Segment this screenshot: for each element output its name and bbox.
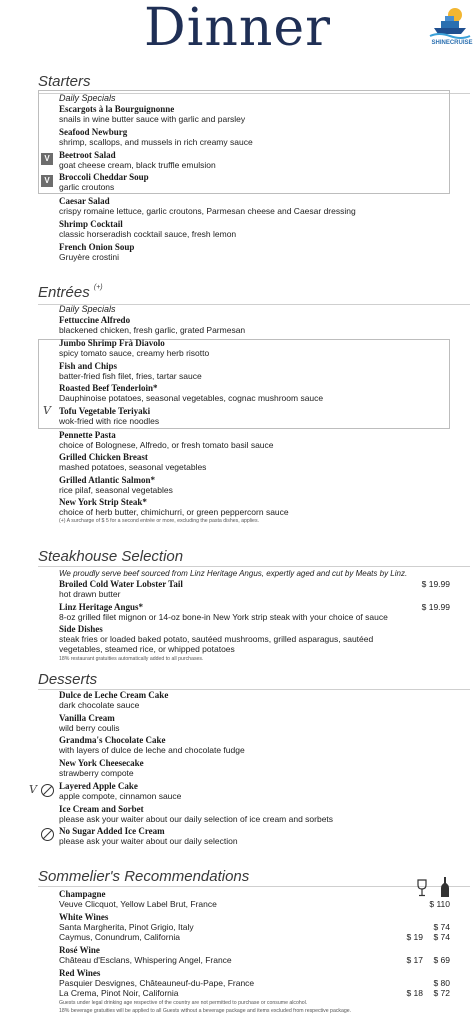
bottle-price: $ 72 [433, 988, 450, 998]
list-item [59, 361, 419, 381]
item-name: Seafood Newburg [59, 127, 128, 137]
item-name: Grilled Atlantic Salmon* [59, 475, 156, 485]
item-name: Champagne [59, 889, 106, 899]
item-desc: mashed potatoes, seasonal vegetables [59, 462, 207, 472]
list-item [59, 781, 419, 801]
list-item [59, 690, 419, 710]
list-item [59, 196, 419, 216]
list-item [59, 127, 419, 147]
item-desc: goat cheese cream, black truffle emulsion [59, 160, 216, 170]
list-item [59, 104, 419, 124]
page-title: Dinner [144, 0, 331, 58]
starters-heading: Starters [38, 73, 91, 90]
list-item [59, 150, 419, 170]
item-name: White Wines [59, 912, 109, 922]
surcharge-mark: (+) [93, 284, 103, 291]
item-desc: please ask your waiter about our daily selection [59, 836, 238, 846]
entrees-heading [38, 284, 103, 301]
wine-line: Veuve Clicquot, Yellow Label Brut, France [59, 899, 217, 909]
item-desc: choice of herb butter, chimichurri, or green peppercorn sauce [59, 507, 289, 517]
item-name: Linz Heritage Angus* [59, 602, 144, 612]
vegetarian-badge-icon: V [41, 175, 53, 187]
item-name: Pennette Pasta [59, 430, 116, 440]
item-name: No Sugar Added Ice Cream [59, 826, 165, 836]
list-item [59, 430, 419, 450]
logo-text: SHINECRUISE [431, 40, 473, 46]
item-name: Vanilla Cream [59, 713, 115, 723]
item-name: Caesar Salad [59, 196, 110, 206]
list-item [59, 602, 419, 622]
item-name: Beetroot Salad [59, 150, 116, 160]
item-name: Broiled Cold Water Lobster Tail [59, 579, 183, 589]
list-item [59, 968, 459, 998]
wine-line: Caymus, Conundrum, California [59, 932, 180, 942]
bottle-price: $ 110 [429, 899, 450, 909]
item-desc: Dauphinoise potatoes, seasonal vegetables, cognac mushroom sauce [59, 393, 324, 403]
list-item [59, 758, 419, 778]
item-desc: apple compote, cinnamon sauce [59, 791, 182, 801]
item-name: Dulce de Leche Cream Cake [59, 690, 169, 700]
bottle-price: $ 80 [433, 978, 450, 988]
item-desc: strawberry compote [59, 768, 134, 778]
sommelier-divider [38, 886, 470, 887]
gratuity-note: 18% restaurant gratuities automatically added to all purchases. [59, 656, 204, 662]
item-name: Rosé Wine [59, 945, 100, 955]
list-item [59, 804, 419, 824]
item-desc: batter-fried fish filet, fries, tartar sauce [59, 371, 202, 381]
desserts-heading: Desserts [38, 671, 98, 688]
list-item [59, 497, 419, 517]
glass-price: $ 19 [406, 932, 423, 942]
list-item [59, 475, 419, 495]
item-desc: please ask your waiter about our daily selection of ice cream and sorbets [59, 814, 334, 824]
item-name: Tofu Vegetable Teriyaki [59, 406, 151, 416]
item-name: Fish and Chips [59, 361, 118, 371]
entrees-daily-label: Daily Specials [59, 304, 116, 314]
list-item [59, 889, 459, 909]
item-desc: wild berry coulis [59, 723, 120, 733]
steakhouse-heading: Steakhouse Selection [38, 548, 184, 565]
wine-line: Château d'Esclans, Whispering Angel, France [59, 955, 232, 965]
entrees-heading-text: Entrées [38, 284, 90, 301]
gratuity-note: 18% beverage gratuities will be applied to all Guests without a beverage package and items excluded from respective package. [59, 1008, 352, 1014]
item-desc: classic horseradish cocktail sauce, fresh lemon [59, 229, 237, 239]
list-item [59, 713, 419, 733]
sommelier-heading: Sommelier's Recommendations [38, 868, 250, 885]
bottle-price: $ 74 [433, 932, 450, 942]
item-desc: spicy tomato sauce, creamy herb risotto [59, 348, 210, 358]
starters-daily-label: Daily Specials [59, 93, 116, 103]
ship-icon [428, 6, 472, 40]
item-desc: choice of Bolognese, Alfredo, or fresh tomato basil sauce [59, 440, 274, 450]
list-item [59, 624, 419, 654]
item-name: Layered Apple Cake [59, 781, 138, 791]
item-desc: shrimp, scallops, and mussels in rich creamy sauce [59, 137, 253, 147]
item-desc: snails in wine butter sauce with garlic and parsley [59, 114, 246, 124]
item-price: $ 19.99 [421, 602, 450, 612]
vegan-icon: V [29, 783, 37, 796]
list-item [59, 315, 419, 335]
item-name: Broccoli Cheddar Soup [59, 172, 149, 182]
item-price: $ 19.99 [421, 579, 450, 589]
bottle-price: $ 69 [433, 955, 450, 965]
item-name: Jumbo Shrimp Frà Diavolo [59, 338, 165, 348]
item-name: Fettuccine Alfredo [59, 315, 131, 325]
list-item [59, 172, 419, 192]
no-sugar-icon [41, 828, 54, 841]
vegetarian-badge-icon: V [41, 153, 53, 165]
glass-price: $ 17 [406, 955, 423, 965]
steakhouse-divider [38, 566, 470, 567]
item-desc: Gruyère crostini [59, 252, 119, 262]
item-desc: steak fries or loaded baked potato, sautéed mushrooms, grilled asparagus, sautéed vegetables, steamed rice, or whipped potatoes [59, 634, 374, 654]
vegan-icon: V [43, 404, 51, 417]
bottle-price: $ 74 [433, 922, 450, 932]
list-item [59, 945, 459, 965]
list-item [59, 735, 419, 755]
legal-note: Guests under legal drinking age respective of the country are not permitted to purchase or consume alcohol. [59, 1000, 308, 1006]
item-name: Escargots à la Bourguignonne [59, 104, 175, 114]
item-name: Ice Cream and Sorbet [59, 804, 144, 814]
surcharge-note: (+) A surcharge of $ 5 for a second entrée or more, excluding the pasta dishes, applies. [59, 518, 259, 524]
item-name: Roasted Beef Tenderloin* [59, 383, 158, 393]
item-desc: crispy romaine lettuce, garlic croutons, Parmesan cheese and Caesar dressing [59, 206, 356, 216]
list-item [59, 406, 419, 426]
item-name: Red Wines [59, 968, 101, 978]
item-name: Grilled Chicken Breast [59, 452, 148, 462]
list-item [59, 826, 419, 846]
item-desc: hot drawn butter [59, 589, 121, 599]
wine-line: La Crema, Pinot Noir, California [59, 988, 179, 998]
item-desc: dark chocolate sauce [59, 700, 140, 710]
item-name: New York Cheesecake [59, 758, 144, 768]
list-item [59, 383, 419, 403]
item-name: French Onion Soup [59, 242, 135, 252]
item-name: Shrimp Cocktail [59, 219, 123, 229]
item-desc: blackened chicken, fresh garlic, grated Parmesan [59, 325, 246, 335]
no-sugar-icon [41, 784, 54, 797]
list-item [59, 912, 459, 942]
item-desc: rice pilaf, seasonal vegetables [59, 485, 173, 495]
item-desc: 8-oz grilled filet mignon or 14-oz bone-in New York strip steak with your choice of sauce [59, 612, 388, 622]
steakhouse-intro: We proudly serve beef sourced from Linz Heritage Angus, expertly aged and cut by Meats by Linz. [59, 569, 408, 578]
glass-price: $ 18 [406, 988, 423, 998]
wine-line: Santa Margherita, Pinot Grigio, Italy [59, 922, 194, 932]
item-name: Side Dishes [59, 624, 103, 634]
wine-line: Pasquier Desvignes, Châteauneuf-du-Pape, France [59, 978, 255, 988]
list-item [59, 579, 419, 599]
cruise-logo [428, 6, 472, 46]
item-desc: wok-fried with rice noodles [59, 416, 160, 426]
item-name: Grandma's Chocolate Cake [59, 735, 166, 745]
item-name: New York Strip Steak* [59, 497, 147, 507]
list-item [59, 338, 419, 358]
list-item [59, 242, 419, 262]
item-desc: garlic croutons [59, 182, 115, 192]
list-item [59, 452, 419, 472]
list-item [59, 219, 419, 239]
item-desc: with layers of dulce de leche and chocolate fudge [59, 745, 245, 755]
